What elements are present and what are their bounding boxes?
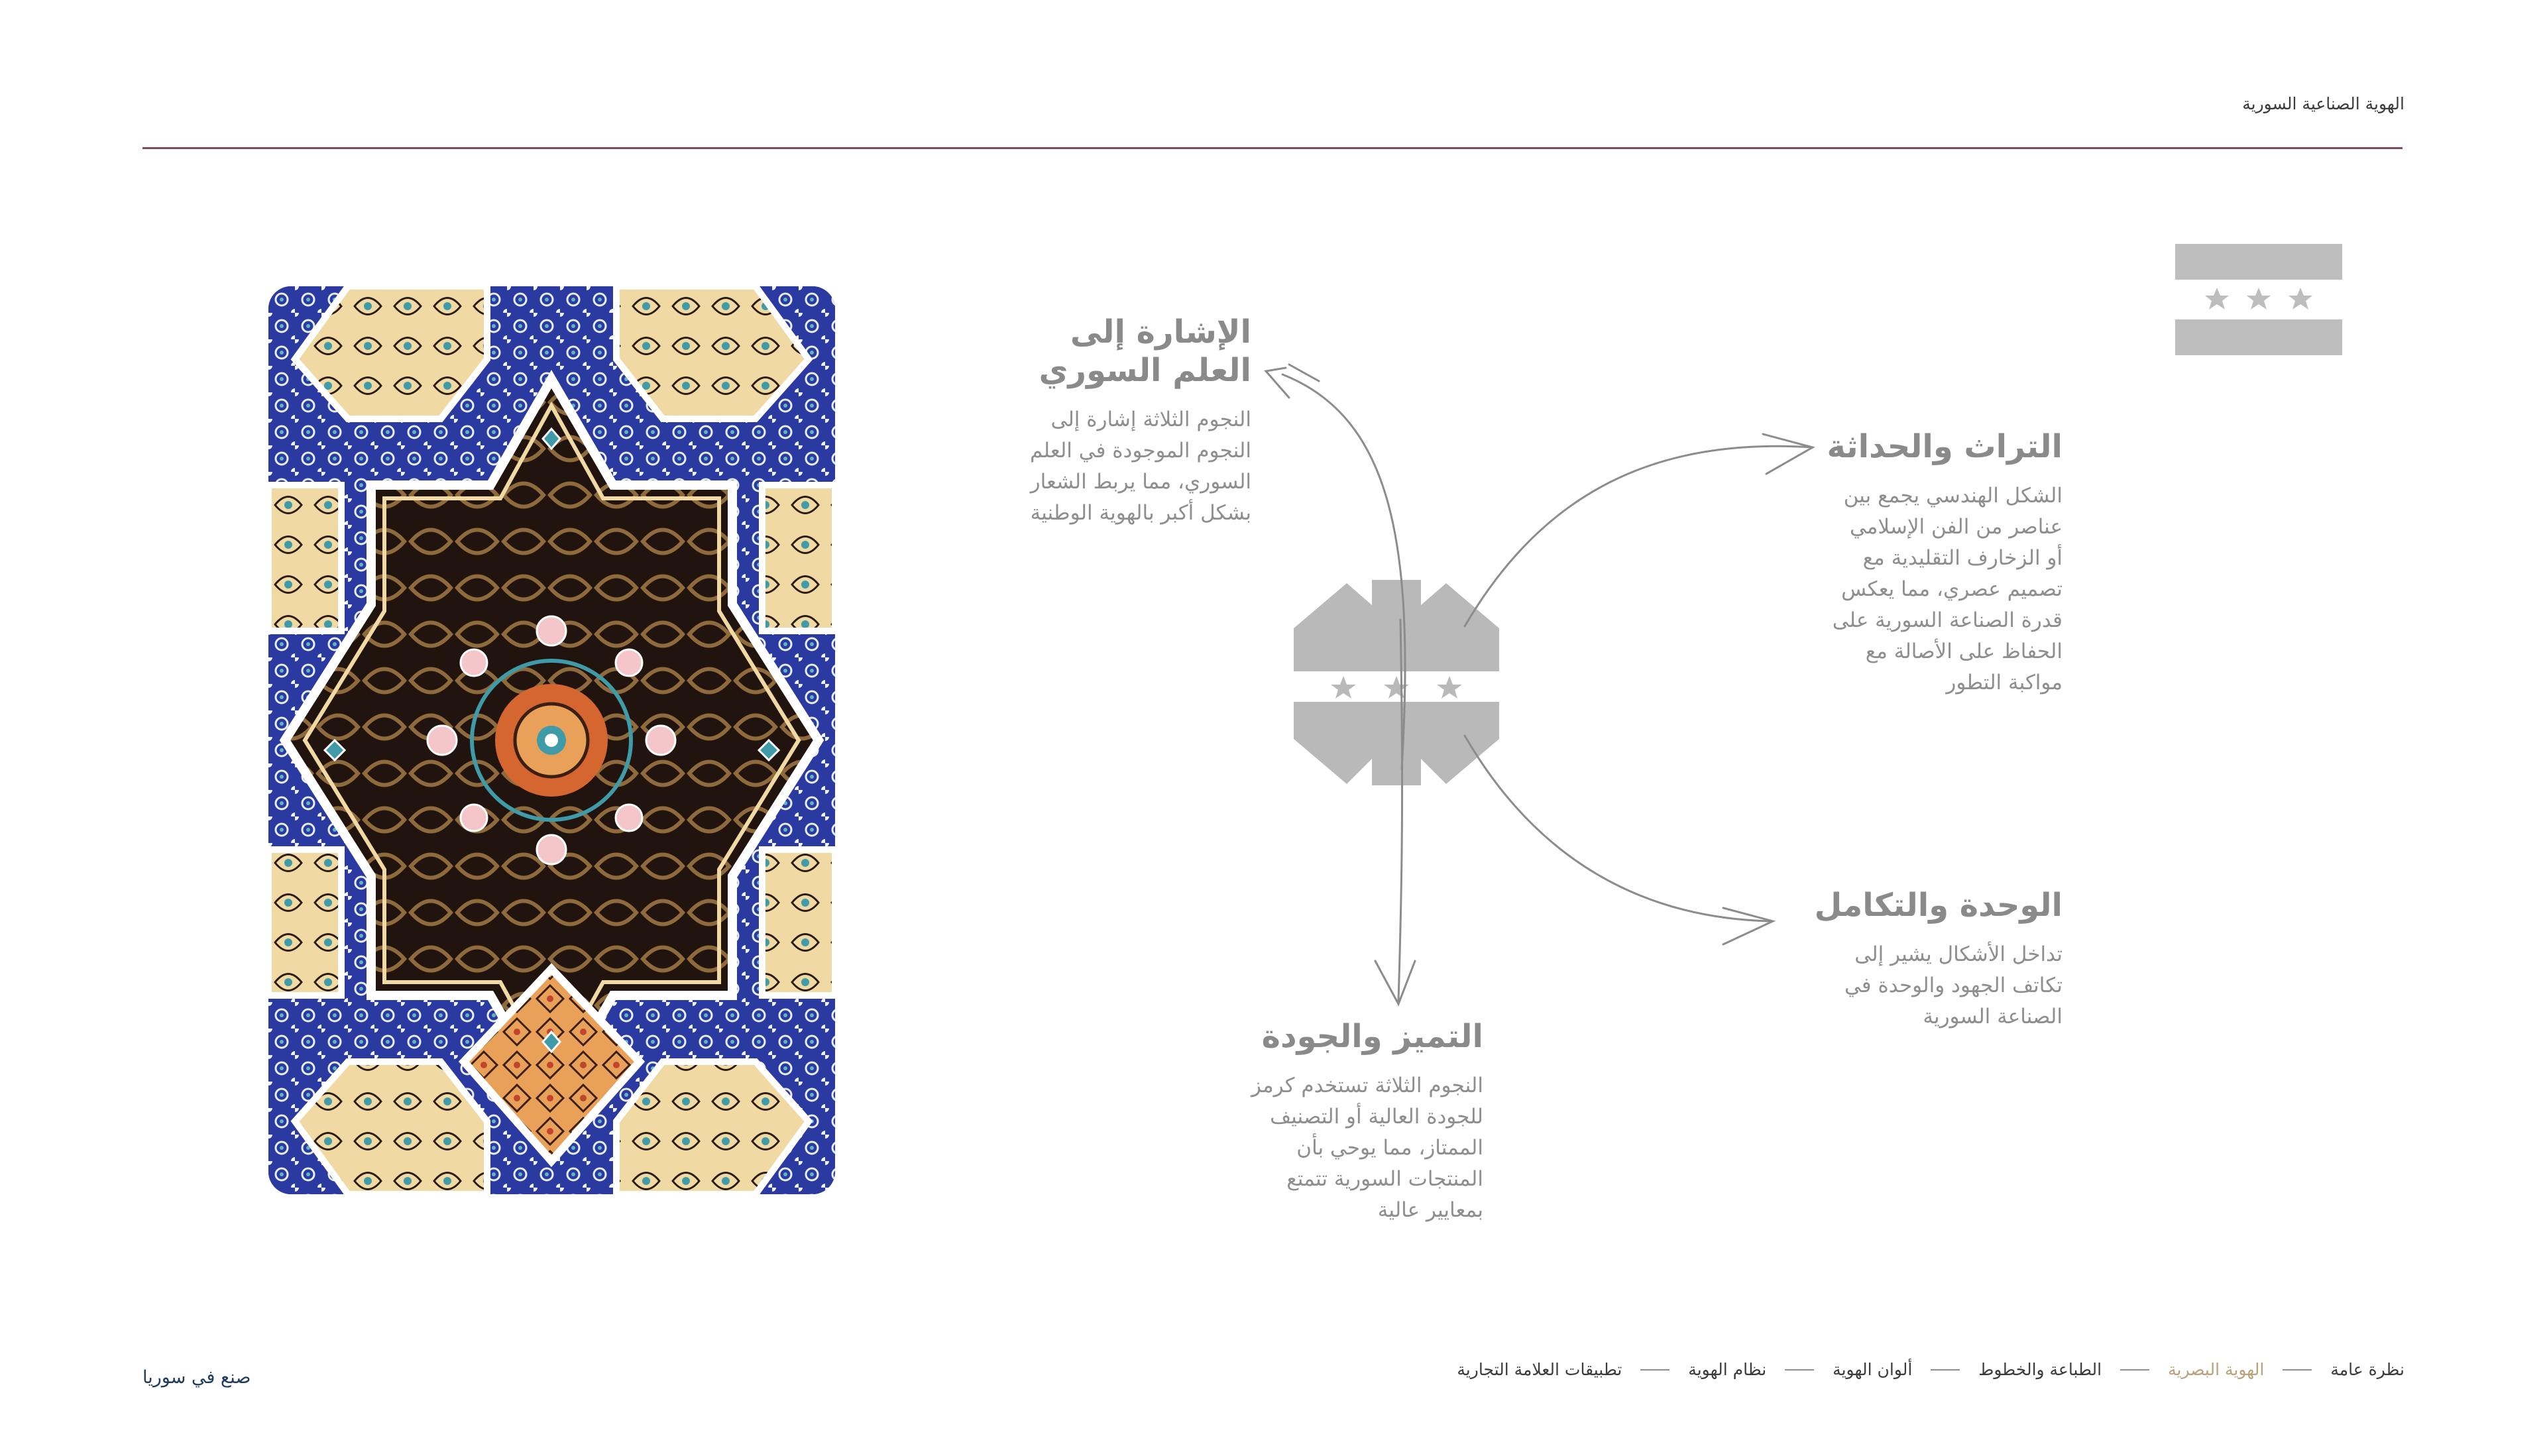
- unity-heading: الوحدة والتكامل: [1814, 887, 2063, 924]
- body-line: النجوم الموجودة في العلم: [1030, 439, 1251, 463]
- body-line: النجوم الثلاثة إشارة إلى: [1050, 408, 1251, 431]
- flag-reference-heading: [907, 313, 1251, 390]
- nav-item-brand-applications[interactable]: تطبيقات العلامة التجارية: [1457, 1360, 1622, 1379]
- body-line: الصناعة السورية: [1923, 1005, 2063, 1029]
- nav-item-colors[interactable]: ألوان الهوية: [1833, 1360, 1913, 1379]
- body-line: بشكل أكبر بالهوية الوطنية: [1030, 501, 1251, 525]
- excellence-body: [1139, 1070, 1483, 1226]
- body-line: عناصر من الفن الإسلامي: [1849, 515, 2063, 539]
- heading-line: العلم السوري: [1039, 352, 1251, 389]
- body-line: مواكبة التطور: [1946, 671, 2063, 695]
- body-line: تداخل الأشكال يشير إلى: [1854, 942, 2063, 966]
- industrial-identity-emblem: [1294, 580, 1499, 785]
- body-line: قدرة الصناعة السورية على: [1832, 608, 2063, 632]
- nav-item-overview[interactable]: نظرة عامة: [2330, 1360, 2404, 1379]
- nav-item-visual-identity[interactable]: الهوية البصرية: [2168, 1360, 2265, 1379]
- body-line: تكاتف الجهود والوحدة في: [1844, 974, 2063, 997]
- body-line: الممتاز، مما يوحي بأن: [1296, 1136, 1483, 1160]
- body-line: الشكل الهندسي يجمع بين: [1843, 484, 2063, 508]
- heritage-body: [1718, 480, 2063, 699]
- heritage-modernity-block: [1718, 427, 2063, 699]
- body-line: المنتجات السورية تتمتع: [1286, 1167, 1483, 1191]
- nav-separator: [1640, 1369, 1669, 1371]
- body-line: للجودة العالية أو التصنيف: [1270, 1105, 1483, 1129]
- nav-item-typography[interactable]: الطباعة والخطوط: [1978, 1360, 2102, 1379]
- body-line: تصميم عصري، مما يعكس: [1841, 577, 2063, 601]
- body-line: الحفاظ على الأصالة مع: [1865, 640, 2063, 663]
- made-in-syria-tagline: صنع في سوريا: [142, 1367, 251, 1388]
- unity-integration-block: [1718, 886, 2063, 1033]
- nav-separator: [2120, 1369, 2149, 1371]
- nav-separator: [1785, 1369, 1814, 1371]
- section-navigation: [1457, 1360, 2404, 1379]
- excellence-quality-block: [1139, 1017, 1483, 1226]
- document-header-title: الهوية الصناعية السورية: [2242, 94, 2404, 113]
- flag-reference-body: [907, 404, 1251, 529]
- nav-item-identity-system[interactable]: نظام الهوية: [1688, 1360, 1767, 1379]
- heading-line: الإشارة إلى: [1070, 313, 1251, 351]
- heritage-heading: التراث والحداثة: [1827, 428, 2063, 465]
- excellence-heading: التميز والجودة: [1261, 1018, 1483, 1055]
- nav-separator: [1931, 1369, 1960, 1371]
- islamic-tile-image: [268, 286, 835, 1194]
- flag-reference-block: [907, 313, 1251, 529]
- syrian-flag-icon: [2175, 244, 2342, 355]
- body-line: النجوم الثلاثة تستخدم كرمز: [1251, 1074, 1483, 1097]
- nav-separator: [2283, 1369, 2312, 1371]
- header-divider: [142, 147, 2403, 149]
- body-line: بمعايير عالية: [1377, 1198, 1483, 1222]
- body-line: أو الزخارف التقليدية مع: [1862, 546, 2063, 570]
- body-line: السوري، مما يربط الشعار: [1030, 470, 1251, 494]
- unity-body: [1718, 939, 2063, 1033]
